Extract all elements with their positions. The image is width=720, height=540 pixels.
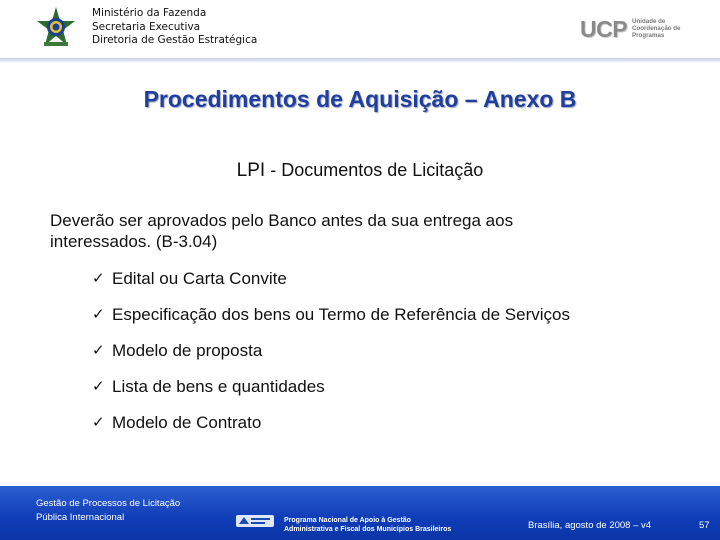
ucp-logo bbox=[580, 16, 686, 42]
subtitle-text: - Documentos de Licitação bbox=[265, 160, 484, 180]
ucp-logo-subtitle: Unidade de Coordenação de Programas bbox=[632, 18, 681, 40]
intro-paragraph bbox=[50, 210, 670, 252]
checklist-item-label: Modelo de Contrato bbox=[112, 413, 262, 432]
checklist-item-label: Especificação dos bens ou Termo de Referência de Serviços bbox=[112, 305, 570, 324]
checklist-item bbox=[92, 412, 570, 448]
intro-line-1: Deverão ser aprovados pelo Banco antes da sua entrega aos bbox=[50, 211, 514, 230]
secretariat-name: Secretaria Executiva bbox=[92, 20, 201, 33]
footer-course-line-1: Gestão de Processos de Licitação bbox=[36, 498, 181, 509]
footer-course-line-2: Pública Internacional bbox=[36, 512, 125, 523]
checkmark-icon: ✓ bbox=[92, 305, 105, 323]
slide-subtitle bbox=[0, 160, 720, 182]
checklist-item bbox=[92, 340, 570, 376]
footer-date: Brasília, agosto de 2008 – v4 bbox=[528, 520, 652, 531]
slide-header bbox=[0, 0, 720, 62]
header-divider bbox=[0, 58, 720, 62]
intro-line-2: interessados. (B-3.04) bbox=[50, 232, 218, 251]
pnafm-line-1: Programa Nacional de Apoio à Gestão bbox=[284, 517, 411, 524]
checkmark-icon: ✓ bbox=[92, 269, 105, 287]
footer-course-title bbox=[36, 497, 180, 525]
checklist-item-label: Lista de bens e quantidades bbox=[112, 377, 325, 396]
checklist-item-label: Modelo de proposta bbox=[112, 341, 263, 360]
coat-of-arms-icon bbox=[34, 6, 78, 50]
checklist-item bbox=[92, 376, 570, 412]
checkmark-icon: ✓ bbox=[92, 377, 105, 395]
document-checklist bbox=[92, 268, 570, 448]
directorate-name: Diretoria de Gestão Estratégica bbox=[92, 34, 258, 46]
ucp-logo-letters: UCP bbox=[580, 16, 628, 42]
checklist-item bbox=[92, 268, 570, 304]
pnafm-logo-icon bbox=[236, 514, 274, 528]
pnafm-line-2: Administrativa e Fiscal dos Municípios Brasileiros bbox=[284, 525, 452, 533]
checklist-item bbox=[92, 304, 570, 340]
ministry-text-block bbox=[92, 7, 257, 48]
ministry-name: Ministério da Fazenda bbox=[92, 7, 207, 19]
checklist-item-label: Edital ou Carta Convite bbox=[112, 269, 287, 288]
checkmark-icon: ✓ bbox=[92, 413, 105, 431]
slide-title: Procedimentos de Aquisição – Anexo B bbox=[143, 86, 577, 112]
subtitle-lpi: LPI bbox=[236, 160, 266, 181]
page-number: 57 bbox=[699, 520, 710, 531]
checkmark-icon: ✓ bbox=[92, 341, 105, 359]
pnafm-program-name bbox=[284, 517, 451, 534]
